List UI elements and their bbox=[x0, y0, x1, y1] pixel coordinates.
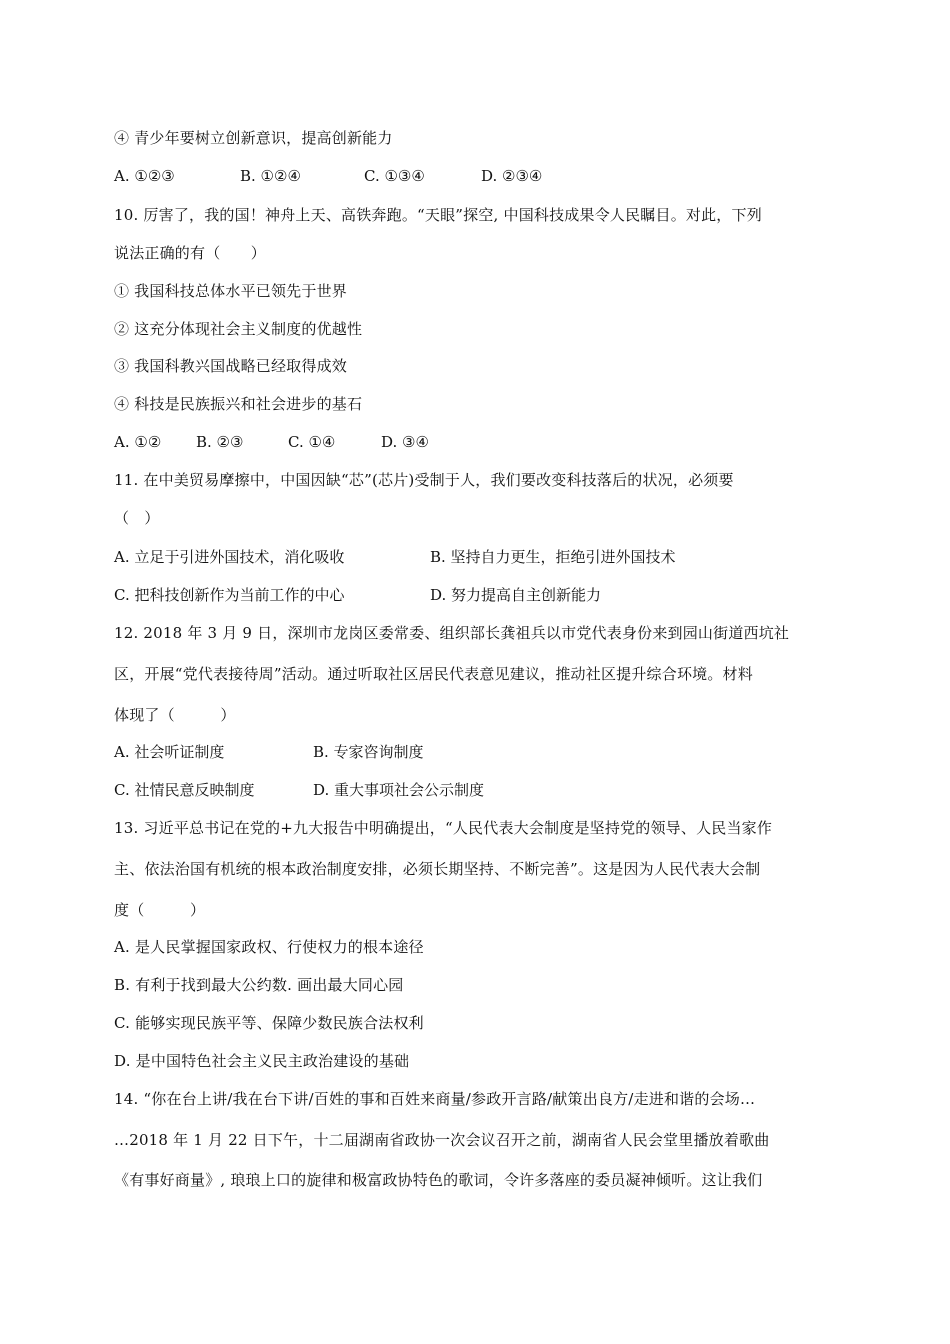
q13-option-b: B. 有利于找到最大公约数. 画出最大同心园 bbox=[114, 976, 404, 994]
q11-option-c: C. 把科技创新作为当前工作的中心 bbox=[114, 586, 345, 604]
q13-option-d: D. 是中国特色社会主义民主政治建设的基础 bbox=[114, 1052, 410, 1070]
q11-option-d: D. 努力提高自主创新能力 bbox=[430, 586, 602, 604]
q12-option-a: A. 社会听证制度 bbox=[114, 743, 225, 761]
q9-option-a: A. ①②③ bbox=[114, 167, 175, 185]
q12-stem-line1: 12. 2018 年 3 月 9 日，深圳市龙岗区委常委、组织部长龚祖兵以市党代表身份来到园山街道西坑社 bbox=[114, 624, 790, 642]
q10-option-c: C. ①④ bbox=[288, 433, 336, 451]
q11-stem-line2: （ ） bbox=[114, 509, 160, 527]
q10-item-3: ③ 我国科教兴国战略已经取得成效 bbox=[114, 357, 347, 375]
q10-stem-line1: 10. 厉害了，我的国！神舟上天、高铁奔跑。“天眼”探空, 中国科技成果令人民瞩目。对此，下列 bbox=[114, 206, 762, 224]
q10-stem-line2: 说法正确的有（ ） bbox=[114, 244, 267, 262]
q14-stem-line2: …2018 年 1 月 22 日下午，十二届湖南省政协一次会议召开之前，湖南省人民会堂里播放着歌曲 bbox=[114, 1131, 770, 1149]
q13-stem-line1: 13. 习近平总书记在党的+九大报告中明确提出，“人民代表大会制度是坚持党的领导、人民当家作 bbox=[114, 819, 773, 837]
q13-stem-line2: 主、依法治国有机统的根本政治制度安排，必须长期坚持、不断完善”。这是因为人民代表大会制 bbox=[114, 860, 761, 878]
q9-option-d: D. ②③④ bbox=[481, 167, 543, 185]
q13-option-c: C. 能够实现民族平等、保障少数民族合法权利 bbox=[114, 1014, 424, 1032]
q10-item-4: ④ 科技是民族振兴和社会进步的基石 bbox=[114, 395, 363, 413]
q12-option-d: D. 重大事项社会公示制度 bbox=[313, 781, 485, 799]
q12-stem-line3: 体现了（ ） bbox=[114, 706, 236, 724]
q13-stem-line3: 度（ ） bbox=[114, 901, 206, 919]
q14-stem-line3: 《有事好商量》, 琅琅上口的旋律和极富政协特色的歌词，令许多落座的委员凝神倾听。这让我们 bbox=[114, 1171, 763, 1189]
q13-option-a: A. 是人民掌握国家政权、行使权力的根本途径 bbox=[114, 938, 424, 956]
q11-stem-line1: 11. 在中美贸易摩擦中，中国因缺“芯”(芯片)受制于人，我们要改变科技落后的状况，必须要 bbox=[114, 471, 734, 489]
q12-option-b: B. 专家咨询制度 bbox=[313, 743, 424, 761]
q9-option-b: B. ①②④ bbox=[240, 167, 301, 185]
q9-item-4: ④ 青少年要树立创新意识，提高创新能力 bbox=[114, 129, 393, 147]
q11-option-b: B. 坚持自力更生，拒绝引进外国技术 bbox=[430, 548, 676, 566]
q12-stem-line2: 区，开展“党代表接待周”活动。通过听取社区居民代表意见建议，推动社区提升综合环境。材料 bbox=[114, 665, 753, 683]
q11-option-a: A. 立足于引进外国技术，消化吸收 bbox=[114, 548, 345, 566]
q12-option-c: C. 社情民意反映制度 bbox=[114, 781, 255, 799]
q10-option-a: A. ①② bbox=[114, 433, 162, 451]
q10-option-d: D. ③④ bbox=[381, 433, 429, 451]
q9-option-c: C. ①③④ bbox=[364, 167, 425, 185]
q10-option-b: B. ②③ bbox=[196, 433, 244, 451]
q10-item-2: ② 这充分体现社会主义制度的优越性 bbox=[114, 320, 363, 338]
q14-stem-line1: 14. “你在台上讲/我在台下讲/百姓的事和百姓来商量/参政开言路/献策出良方/走进和谐的会场… bbox=[114, 1090, 756, 1108]
q10-item-1: ① 我国科技总体水平已领先于世界 bbox=[114, 282, 347, 300]
